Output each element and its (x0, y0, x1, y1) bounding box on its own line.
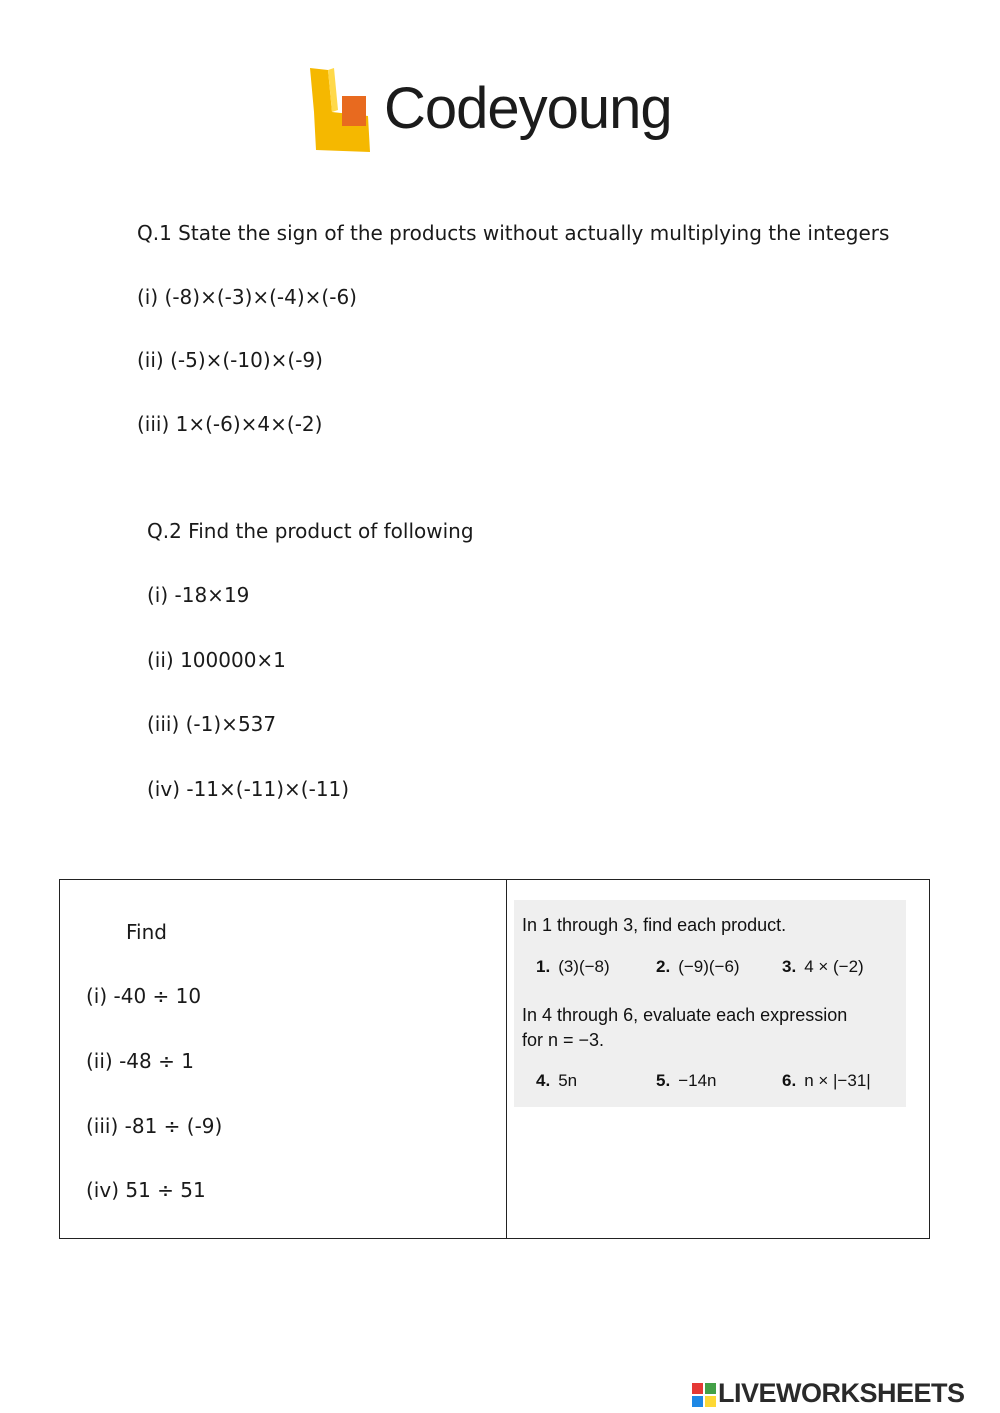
exercise-num: 1. (536, 957, 551, 976)
exercise-expr: (3)(−8) (558, 957, 610, 976)
division-item: (iv) 51 ÷ 51 (86, 1178, 206, 1202)
part1-instruction: In 1 through 3, find each product. (522, 915, 787, 935)
q1-title: Q.1 State the sign of the products without actually multiplying the integers (137, 221, 890, 245)
exercise-item (536, 1072, 577, 1089)
exercise-expr: −14n (678, 1071, 717, 1090)
q2-title: Q.2 Find the product of following (147, 519, 474, 543)
q1-item: (ii) (-5)×(-10)×(-9) (137, 348, 323, 372)
exercise-expr: 4 × (−2) (804, 957, 864, 976)
exercise-item (656, 958, 740, 975)
codeyoung-logo (306, 66, 706, 166)
exercise-num: 6. (782, 1071, 797, 1090)
exercise-num: 5. (656, 1071, 671, 1090)
q2-item: (i) -18×19 (147, 583, 250, 607)
exercise-expr: n × |−31| (804, 1071, 871, 1090)
liveworksheets-mark-icon (692, 1383, 716, 1407)
codeyoung-logo-mark-icon (306, 66, 376, 156)
exercise-item (782, 958, 864, 975)
part2-instruction: In 4 through 6, evaluate each expression (522, 1005, 848, 1025)
exercise-expr: (−9)(−6) (678, 957, 740, 976)
q2-item: (ii) 100000×1 (147, 648, 286, 672)
q1-item: (iii) 1×(-6)×4×(-2) (137, 412, 323, 436)
q2-item: (iv) -11×(-11)×(-11) (147, 777, 350, 801)
part2-instruction: for n = −3. (522, 1030, 605, 1050)
division-item: (ii) -48 ÷ 1 (86, 1049, 194, 1073)
exercise-item (782, 1072, 871, 1089)
exercise-item (536, 958, 610, 975)
exercise-num: 2. (656, 957, 671, 976)
exercise-expr: 5n (558, 1071, 578, 1090)
exercise-num: 3. (782, 957, 797, 976)
exercise-table (59, 879, 930, 1239)
exercise-item (656, 1072, 716, 1089)
q2-item: (iii) (-1)×537 (147, 712, 277, 736)
division-item: (iii) -81 ÷ (-9) (86, 1114, 223, 1138)
textbook-exercise-image (514, 900, 906, 1107)
q1-item: (i) (-8)×(-3)×(-4)×(-6) (137, 285, 357, 309)
division-item: (i) -40 ÷ 10 (86, 984, 202, 1008)
division-title: Find (126, 920, 167, 944)
exercise-num: 4. (536, 1071, 551, 1090)
logo-text: Codeyoung (384, 76, 672, 141)
table-divider (506, 880, 507, 1238)
liveworksheets-logo (692, 1379, 992, 1409)
liveworksheets-text: LIVEWORKSHEETS (718, 1378, 965, 1408)
